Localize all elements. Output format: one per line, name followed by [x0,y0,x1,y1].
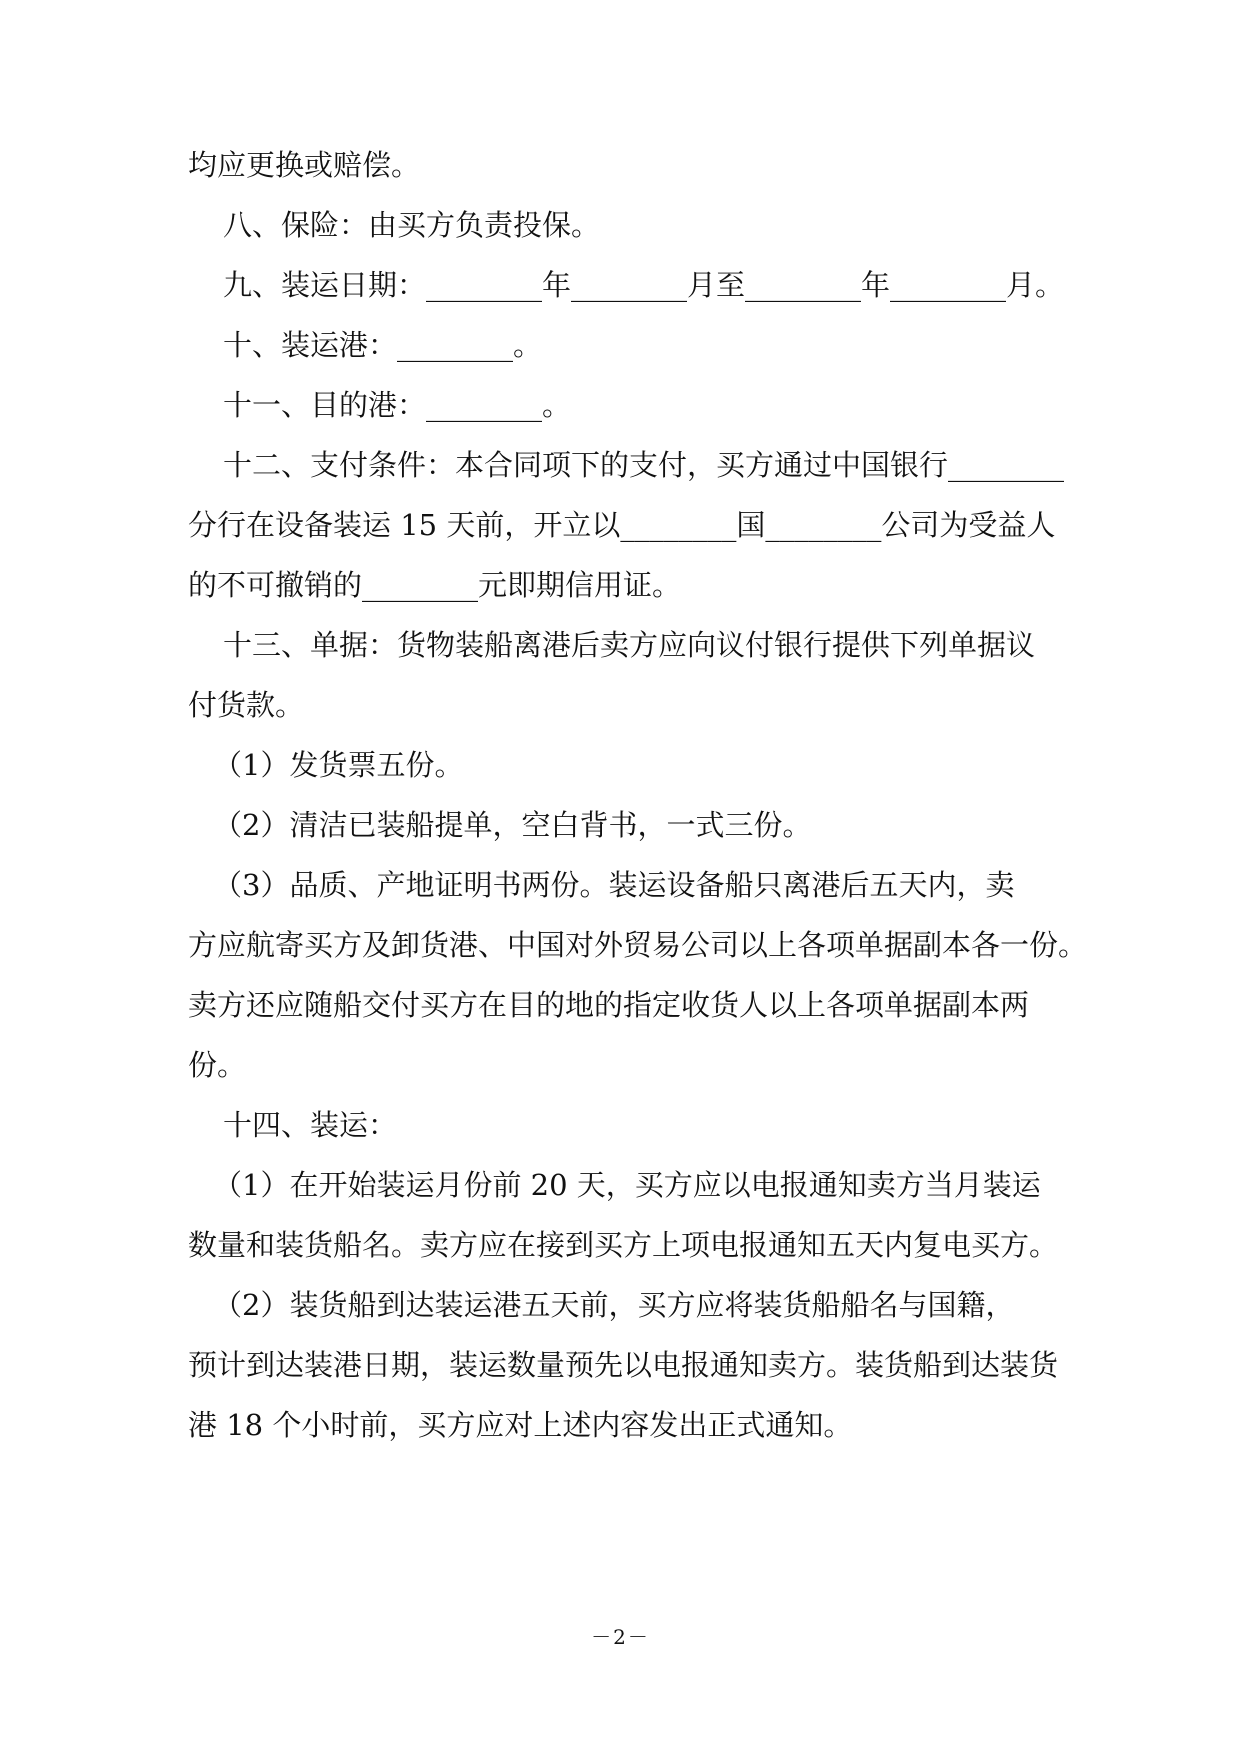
body-line: 方应航寄买方及卸货港、中国对外贸易公司以上各项单据副本各一份。 [188,928,1088,962]
clause-shipment-date: 九、装运日期：________年________月至________年________月。 [223,268,1065,302]
list-item: （1）发货票五份。 [213,748,464,782]
body-line: 分行在设备装运 15 天前，开立以________国________公司为受益人 [188,508,1056,542]
page-number: －2－ [591,1625,650,1649]
body-line: 均应更换或赔偿。 [188,148,421,182]
clause-payment-terms: 十二、支付条件：本合同项下的支付，买方通过中国银行________ [223,448,1065,482]
body-line: 的不可撤销的________元即期信用证。 [188,568,682,602]
body-line: 付货款。 [188,688,305,722]
list-item: （2）清洁已装船提单，空白背书，一式三份。 [213,808,812,842]
list-item: （2）装货船到达装运港五天前，买方应将装货船船名与国籍， [213,1288,1015,1322]
body-line: 港 18 个小时前，买方应对上述内容发出正式通知。 [188,1408,853,1442]
body-line: 卖方还应随船交付买方在目的地的指定收货人以上各项单据副本两 [188,988,1030,1022]
body-line: 预计到达装港日期，装运数量预先以电报通知卖方。装货船到达装货 [188,1348,1059,1382]
list-item: （3）品质、产地证明书两份。装运设备船只离港后五天内，卖 [213,868,1015,902]
list-item: （1）在开始装运月份前 20 天，买方应以电报通知卖方当月装运 [213,1168,1041,1202]
clause-shipment: 十四、装运： [223,1108,398,1142]
clause-destination-port: 十一、目的港：________。 [223,388,572,422]
clause-insurance: 八、保险：由买方负责投保。 [223,208,601,242]
clause-loading-port: 十、装运港：________。 [223,328,543,362]
clause-documents: 十三、单据：货物装船离港后卖方应向议付银行提供下列单据议 [223,628,1036,662]
body-line: 份。 [188,1048,247,1082]
body-line: 数量和装货船名。卖方应在接到买方上项电报通知五天内复电买方。 [188,1228,1059,1262]
